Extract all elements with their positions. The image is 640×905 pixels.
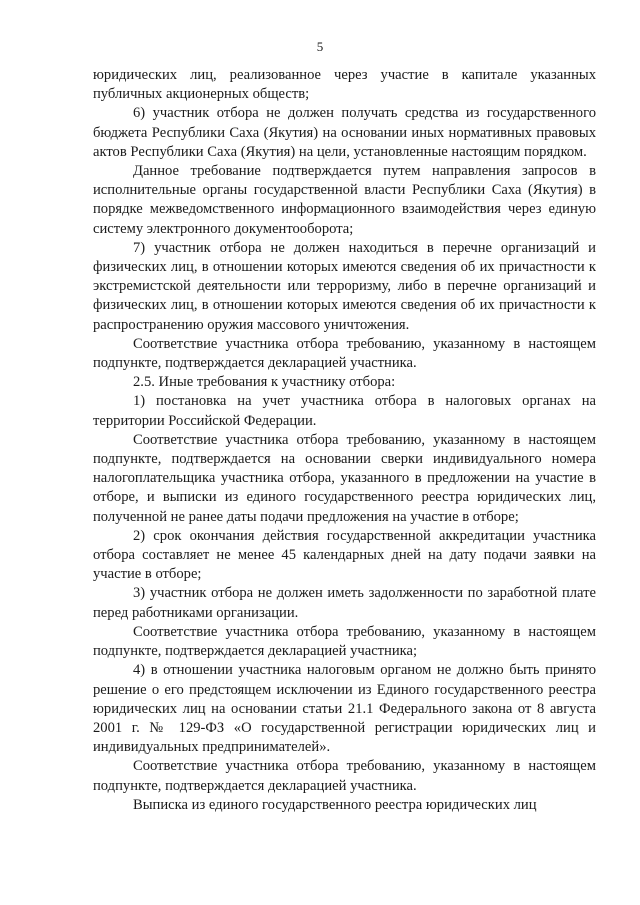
paragraph-req-4: 4) в отношении участника налоговым органом не должно быть принято решение о его предстоящем исключении из Единого государственного реестра юридических лиц на основании статьи 21.1 Федерального закона от 8 августа 2001 г. № 129-ФЗ «О государственной регистрации юридических лиц и индивидуальных предпринимателей». — [93, 662, 596, 756]
paragraph-verification-requests: Данное требование подтверждается путем направления запросов в исполнительные органы государственной власти Республики Саха (Якутия) в порядке межведомственного информационного взаимодействия через единую систему электронного документооборота; — [93, 163, 596, 237]
paragraph-section-2-5: 2.5. Иные требования к участнику отбора: — [133, 374, 396, 391]
paragraph-item-6: 6) участник отбора не должен получать средства из государственного бюджета Республики Саха (Якутия) на основании иных нормативных правовых актов Республики Саха (Якутия) на цели, установленные настоящим порядком. — [93, 105, 596, 160]
paragraph-continuation: юридических лиц, реализованное через участие в капитале указанных публичных акционерных обществ; — [93, 67, 596, 103]
paragraph-req-1: 1) постановка на учет участника отбора в налоговых органах на территории Российской Федерации. — [93, 393, 596, 429]
paragraph-declaration-1: Соответствие участника отбора требованию, указанному в настоящем подпункте, подтверждается декларацией участника. — [93, 335, 596, 372]
paragraph-inn-verification: Соответствие участника отбора требованию, указанному в настоящем подпункте, подтверждается на основании сверки индивидуального номера налогоплательщика участника отбора, указанного в предложении на участие в отборе, и выписки из единого государственного реестра юридических лиц, полученной не ранее даты подачи предложения на участие в отборе; — [93, 431, 596, 525]
page-number: 5 — [316, 39, 324, 54]
document-body — [93, 66, 596, 815]
paragraph-extract: Выписка из единого государственного реестра юридических лиц — [133, 796, 537, 813]
paragraph-declaration-3: Соответствие участника отбора требованию, указанному в настоящем подпункте, подтверждается декларацией участника. — [93, 758, 596, 794]
paragraph-declaration-2: Соответствие участника отбора требованию, указанному в настоящем подпункте, подтверждается декларацией участника; — [93, 623, 596, 660]
paragraph-item-7: 7) участник отбора не должен находиться в перечне организаций и физических лиц, в отношении которых имеются сведения об их причастности к экстремистской деятельности или терроризму, либо в перечне организаций и физических лиц, в отношении которых имеются сведения об их причастности к распространению оружия массового уничтожения. — [93, 239, 596, 333]
paragraph-req-3: 3) участник отбора не должен иметь задолженности по заработной плате перед работниками организации. — [93, 585, 596, 621]
paragraph-req-2: 2) срок окончания действия государственной аккредитации участника отбора составляет не менее 45 календарных дней на дату подачи заявки на участие в отборе; — [93, 527, 596, 583]
